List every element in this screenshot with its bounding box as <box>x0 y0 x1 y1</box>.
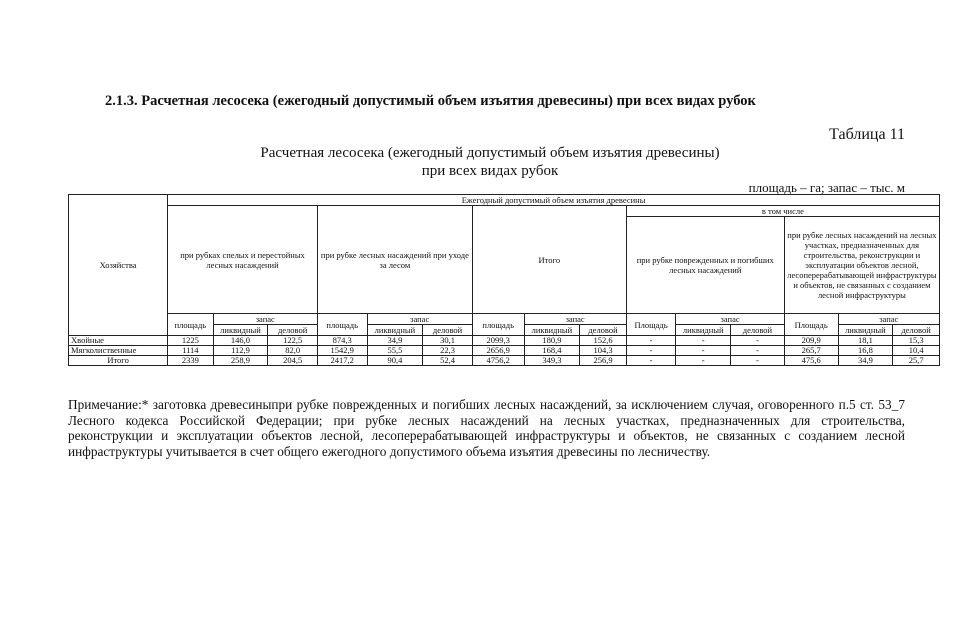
cell: 22,3 <box>423 346 473 356</box>
header-area: площадь <box>317 314 367 336</box>
header-stock: запас <box>524 314 626 325</box>
cell: 146,0 <box>213 336 268 346</box>
cell: 2099,3 <box>472 336 524 346</box>
cell: - <box>626 346 676 356</box>
allowable-cut-table-wrapper <box>68 194 937 366</box>
cell: 874,3 <box>317 336 367 346</box>
table-row <box>69 346 940 356</box>
header-area: площадь <box>168 314 213 336</box>
header-including: в том числе <box>626 206 939 217</box>
header-area: площадь <box>472 314 524 336</box>
cell: 112,9 <box>213 346 268 356</box>
cell: 152,6 <box>580 336 626 346</box>
cell: 52,4 <box>423 356 473 366</box>
header-total: Итого <box>472 206 626 314</box>
header-liquid: ликвидный <box>838 325 893 336</box>
cell: 34,9 <box>838 356 893 366</box>
cell: - <box>731 356 785 366</box>
footnote-line: инфраструктуры учитывается в счет общего ежегодного допустимого объема изъятия древесины по лесничеству. <box>68 443 711 459</box>
header-area: Площадь <box>784 314 838 336</box>
header-liquid: ликвидный <box>676 325 731 336</box>
cell: 90,4 <box>367 356 423 366</box>
footnote-line: Примечание:* заготовка древесиныпри рубке поврежденных и погибших лесных насаждений, за исключением случая, оговоренного п.5 ст. 53_7 <box>68 397 905 412</box>
header-area: Площадь <box>626 314 676 336</box>
header-care-cut: при рубке лесных насаждений при уходе за лесом <box>317 206 472 314</box>
header-business: деловой <box>893 325 940 336</box>
footnote-line: Лесного кодекса Российской Федерации; при рубке лесных насаждений на лесных участках, предназначенных для строительства, <box>68 412 905 428</box>
cell: 1114 <box>168 346 213 356</box>
header-mature-cut: при рубках спелых и перестойных лесных насаждений <box>168 206 318 314</box>
row-name: Хвойные <box>69 336 168 346</box>
cell: 265,7 <box>784 346 838 356</box>
cell: 180,9 <box>524 336 580 346</box>
cell: 209,9 <box>784 336 838 346</box>
header-liquid: ликвидный <box>524 325 580 336</box>
table-caption-line-2: при всех видах рубок <box>421 163 559 179</box>
cell: 104,3 <box>580 346 626 356</box>
allowable-cut-table <box>68 194 940 366</box>
cell: 2417,2 <box>317 356 367 366</box>
header-annual-volume: Ежегодный допустимый объем изъятия древесины <box>168 195 940 206</box>
header-damaged-cut: при рубке поврежденных и погибших лесных насаждений <box>626 217 784 314</box>
cell: - <box>676 356 731 366</box>
header-infrastructure-cut: при рубке лесных насаждений на лесных участках, предназначенных для строительства, реконструкции и эксплуатации объектов лесной, лесоперерабатывающей инфраструктуры и объектов, не связанных с созданием лесной инфраструктуры <box>784 217 939 314</box>
table-number: Таблица 11 <box>829 126 905 143</box>
cell: 2339 <box>168 356 213 366</box>
table-row <box>69 356 940 366</box>
cell: 122,5 <box>268 336 318 346</box>
header-business: деловой <box>580 325 626 336</box>
row-name: Итого <box>69 356 168 366</box>
cell: 34,9 <box>367 336 423 346</box>
cell: - <box>626 336 676 346</box>
cell: 55,5 <box>367 346 423 356</box>
footnote-line: реконструкции и эксплуатации объектов лесной, лесоперерабатывающей инфраструктуры и объектов, не связанных с созданием лесной <box>68 428 905 443</box>
cell: 16,8 <box>838 346 893 356</box>
header-business: деловой <box>423 325 473 336</box>
table-row <box>69 336 940 346</box>
cell: 1542,9 <box>317 346 367 356</box>
table-footnote <box>68 397 905 459</box>
cell: - <box>676 336 731 346</box>
header-business: деловой <box>731 325 785 336</box>
cell: 10,4 <box>893 346 940 356</box>
cell: 349,3 <box>524 356 580 366</box>
cell: 256,9 <box>580 356 626 366</box>
cell: - <box>676 346 731 356</box>
header-farms: Хозяйства <box>69 195 168 336</box>
cell: 4756,2 <box>472 356 524 366</box>
cell: 30,1 <box>423 336 473 346</box>
row-name: Мягколиственные <box>69 346 168 356</box>
header-liquid: ликвидный <box>213 325 268 336</box>
cell: 1225 <box>168 336 213 346</box>
section-heading: 2.1.3. Расчетная лесосека (ежегодный допустимый объем изъятия древесины) при всех видах рубок <box>105 93 756 109</box>
cell: 82,0 <box>268 346 318 356</box>
cell: 2656,9 <box>472 346 524 356</box>
header-business: деловой <box>268 325 318 336</box>
table-caption-line-1: Расчетная лесосека (ежегодный допустимый объем изъятия древесины) <box>260 145 720 161</box>
cell: 168,4 <box>524 346 580 356</box>
cell: - <box>731 336 785 346</box>
cell: 18,1 <box>838 336 893 346</box>
cell: 475,6 <box>784 356 838 366</box>
cell: 258,9 <box>213 356 268 366</box>
cell: 15,3 <box>893 336 940 346</box>
cell: - <box>626 356 676 366</box>
header-liquid: ликвидный <box>367 325 423 336</box>
cell: - <box>731 346 785 356</box>
header-stock: запас <box>367 314 472 325</box>
header-stock: запас <box>213 314 317 325</box>
cell: 25,7 <box>893 356 940 366</box>
cell: 204,5 <box>268 356 318 366</box>
header-stock: запас <box>838 314 940 325</box>
header-stock: запас <box>676 314 784 325</box>
units-note: площадь – га; запас – тыс. м <box>748 180 905 195</box>
